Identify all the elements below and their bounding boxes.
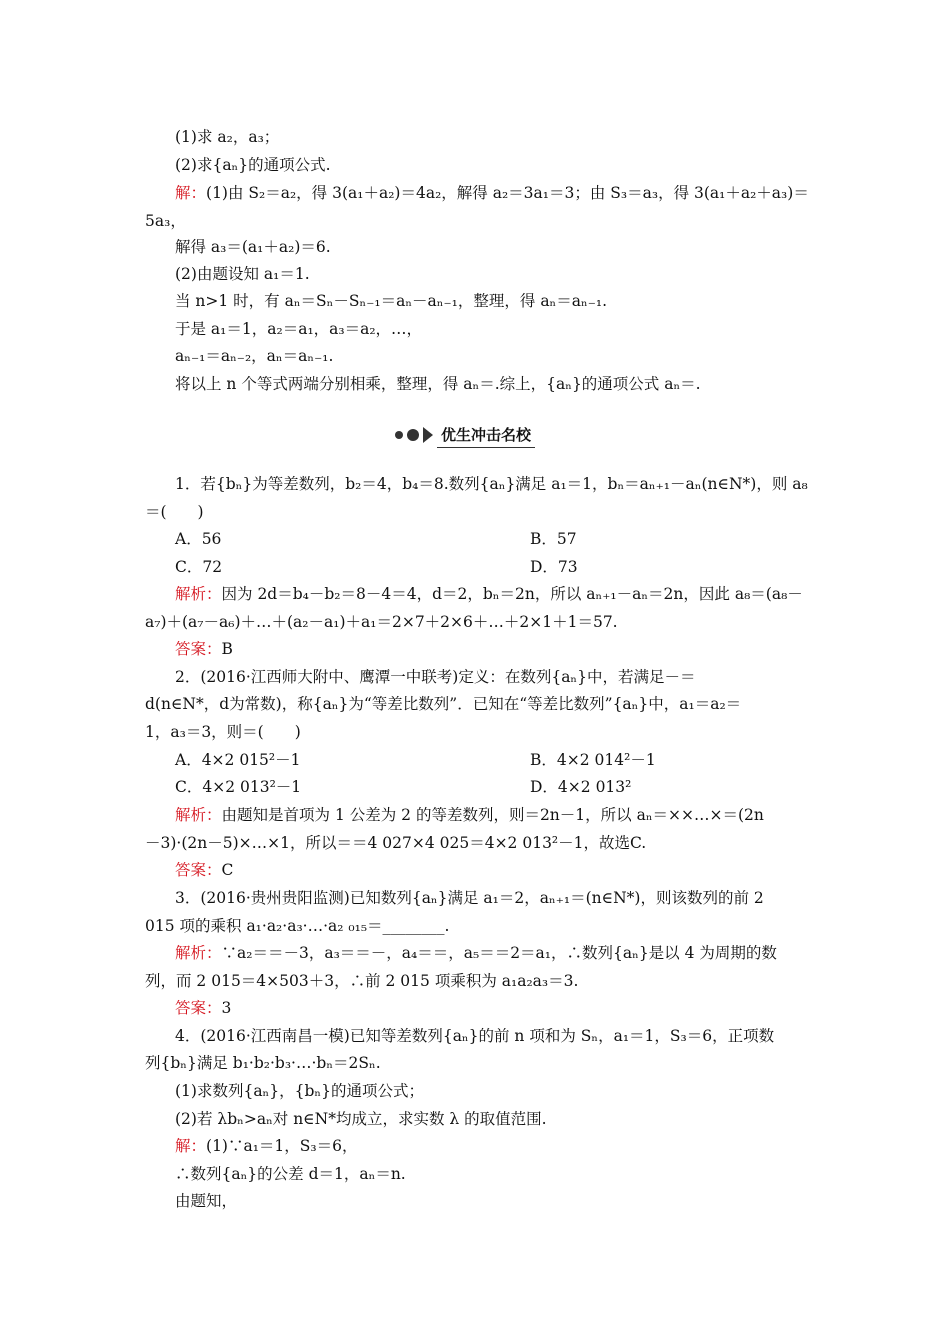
answer-value: B — [221, 640, 233, 658]
question-line: 列{bₙ}满足 b₁·b₂·b₃·…·bₙ＝2Sₙ. — [145, 1054, 381, 1072]
option-row — [175, 777, 840, 797]
option-a: A．56 — [175, 530, 222, 548]
solution-text: ∵a₂＝＝－3，a₃＝＝－，a₄＝＝，a₅＝＝2＝a₁，∴数列{aₙ}是以 4 为周期的数 — [221, 944, 777, 962]
section-title: 优生冲击名校 — [437, 422, 535, 448]
text-line: aₙ₋₁＝aₙ₋₂，aₙ＝aₙ₋₁. — [175, 347, 334, 365]
answer-label: 答案： — [175, 861, 222, 879]
answer-value: 3 — [221, 999, 232, 1017]
solution-line — [175, 183, 840, 203]
text-line: 当 n>1 时，有 aₙ＝Sₙ－Sₙ₋₁＝aₙ－aₙ₋₁，整理，得 aₙ＝aₙ₋₁. — [175, 292, 608, 310]
answer-label: 答案： — [175, 640, 222, 658]
text-line: 5a₃， — [145, 212, 186, 230]
answer-line — [175, 639, 840, 659]
solution-text: 由题知是首项为 1 公差为 2 的等差数列，则＝2n－1，所以 aₙ＝××…×＝(2n — [221, 806, 764, 824]
solution-line: a₇)＋(a₇－a₆)＋…＋(a₂－a₁)＋a₁＝2×7＋2×6＋…＋2×1＋1＝57. — [145, 613, 618, 631]
question-line: 4．(2016·江西南昌一模)已知等差数列{aₙ}的前 n 项和为 Sₙ，a₁＝1，S₃＝6，正项数 — [175, 1027, 775, 1045]
solution-label: 解析： — [175, 585, 222, 603]
text-line: 于是 a₁＝1，a₂＝a₁，a₃＝a₂，…， — [175, 320, 423, 338]
text-line: 将以上 n 个等式两端分别相乘，整理，得 aₙ＝.综上，{aₙ}的通项公式 aₙ＝. — [175, 375, 701, 393]
solution-line — [175, 805, 840, 825]
question-line: (1)求数列{aₙ}，{bₙ}的通项公式； — [175, 1082, 424, 1100]
option-c: C．4×2 013²－1 — [175, 778, 302, 796]
solution-text: 因为 2d＝b₄－b₂＝8－4＝4，d＝2，bₙ＝2n，所以 aₙ₊₁－aₙ＝2n，因此 a₈＝(a₈－ — [221, 585, 803, 603]
solution-label: 解： — [175, 184, 207, 202]
solution-line — [175, 584, 840, 604]
solution-line: ∴数列{aₙ}的公差 d＝1，aₙ＝n. — [175, 1165, 406, 1183]
arrow-icon — [423, 427, 433, 443]
option-row — [175, 750, 840, 770]
option-b: B．57 — [530, 530, 577, 548]
question-line: ＝( ) — [145, 503, 204, 521]
option-c: C．72 — [175, 558, 223, 576]
text-line: (1)求 a₂，a₃； — [175, 128, 280, 146]
solution-label: 解析： — [175, 806, 222, 824]
option-row — [175, 557, 840, 577]
solution-line — [175, 1136, 840, 1156]
text-line: 解得 a₃＝(a₁＋a₂)＝6. — [175, 238, 331, 256]
solution-line: 列，而 2 015＝4×503＋3，∴前 2 015 项乘积为 a₁a₂a₃＝3. — [145, 972, 579, 990]
solution-text: (1)∵a₁＝1，S₃＝6， — [206, 1137, 358, 1155]
solution-label: 解： — [175, 1137, 207, 1155]
question-line: 2．(2016·江西师大附中、鹰潭一中联考)定义：在数列{aₙ}中，若满足－＝ — [175, 668, 696, 686]
answer-label: 答案： — [175, 999, 222, 1017]
option-d: D．73 — [530, 558, 578, 576]
bullet-icon — [407, 429, 419, 441]
text-line: (2)求{aₙ}的通项公式. — [175, 156, 331, 174]
solution-line — [175, 943, 840, 963]
question-line: (2)若 λbₙ>aₙ对 n∈N*均成立，求实数 λ 的取值范围. — [175, 1110, 547, 1128]
answer-value: C — [221, 861, 234, 879]
question-line: d(n∈N*，d为常数)，称{aₙ}为“等差比数列”．已知在“等差比数列”{aₙ}中，a₁＝a₂＝ — [145, 695, 742, 713]
question-line: 1．若{bₙ}为等差数列，b₂＝4，b₄＝8.数列{aₙ}满足 a₁＝1，bₙ＝aₙ₊₁－aₙ(n∈N*)，则 a₈ — [175, 475, 808, 493]
option-a: A．4×2 015²－1 — [175, 751, 301, 769]
option-b: B．4×2 014²－1 — [530, 751, 656, 769]
answer-line — [175, 860, 840, 880]
text-line: (2)由题设知 a₁＝1. — [175, 265, 310, 283]
solution-line: 由题知， — [175, 1192, 238, 1210]
solution-text: (1)由 S₂＝a₂，得 3(a₁＋a₂)＝4a₂，解得 a₂＝3a₁＝3；由 S₃＝a₃，得 3(a₁＋a₂＋a₃)＝ — [206, 184, 809, 202]
section-header — [395, 422, 535, 448]
solution-label: 解析： — [175, 944, 222, 962]
question-line: 3．(2016·贵州贵阳监测)已知数列{aₙ}满足 a₁＝2，aₙ₊₁＝(n∈N*)，则该数列的前 2 — [175, 889, 764, 907]
answer-line — [175, 998, 840, 1018]
question-line: 015 项的乘积 a₁·a₂·a₃·…·a₂ ₀₁₅＝________. — [145, 917, 450, 935]
solution-line: －3)·(2n－5)×…×1，所以＝＝4 027×4 025＝4×2 013²－1，故选C. — [145, 834, 647, 852]
question-line: 1，a₃＝3，则＝( ) — [145, 723, 301, 741]
bullet-icon — [395, 431, 403, 439]
option-d: D．4×2 013² — [530, 778, 632, 796]
option-row — [175, 529, 840, 549]
